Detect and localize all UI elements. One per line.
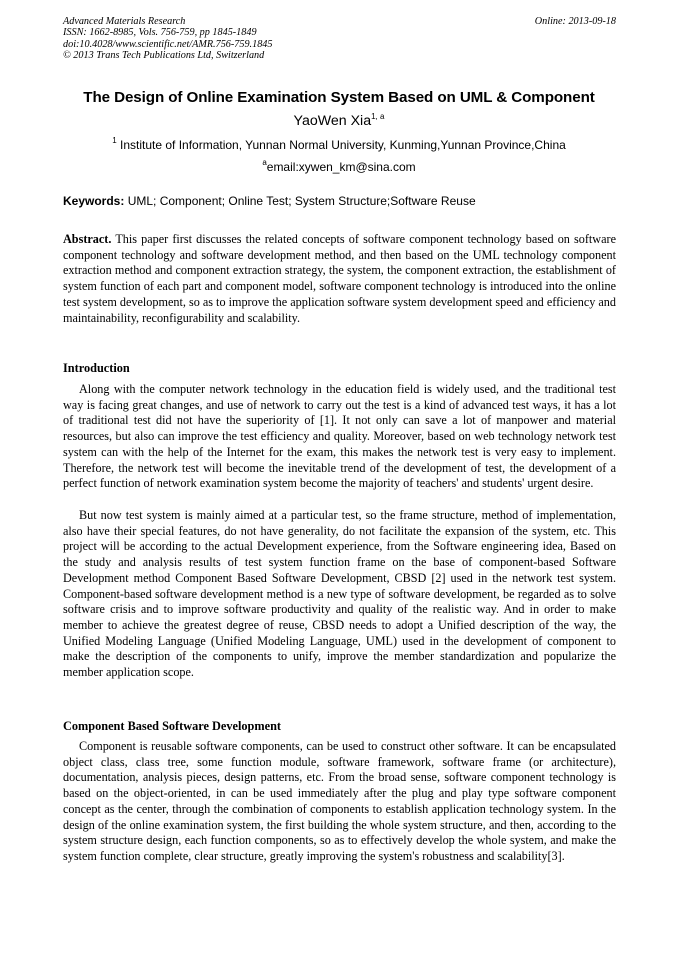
keywords-label: Keywords: — [63, 194, 125, 208]
abstract-text: This paper first discusses the related concepts of software component technology based on software component technology and software development method, and then based on the UML technology component extraction method and component extraction strategy, the system, the component extraction, the establishment of system function of each part and component model, software component technology is introduced into the online test system development, so as to improve the application software system development speed and efficiency and maintainability, reconfigurability and scalability. — [63, 232, 616, 325]
journal-name: Advanced Materials Research — [63, 16, 186, 27]
paper-title: The Design of Online Examination System Based on UML & Component — [83, 89, 595, 106]
author-name: YaoWen Xia — [293, 113, 372, 129]
publication-header — [63, 16, 616, 61]
abstract-label: Abstract. — [63, 232, 112, 246]
email-line — [0, 160, 678, 174]
keywords-text: UML; Component; Online Test; System Structure;Software Reuse — [124, 194, 476, 208]
keywords-line — [63, 194, 616, 208]
issn-line: ISSN: 1662-8985, Vols. 756-759, pp 1845-1849 — [63, 27, 257, 39]
introduction-paragraph-2: But now test system is mainly aimed at a particular test, so the frame structure, method of implementation, also have their special features, do not have generality, do not facilitate the expansion of the system, etc. This project will be according to the actual Development experience, from the Software engineering idea, Based on the study and analysis results of test system function frame on the base of component-based Software Development method Component Based Software Development, CBSD [2] used in the network test system. Component-based software development method is a new type of software development, be regarded as to solve software crisis and to improve software productivity and quality of the realistic way. And in order to make member to achieve the greatest degree of reuse, CBSD needs to adopt a Unified description of the way, the Unified Modeling Language (Unified Modeling Language, UML) used in the development of component to make the description of the components to unify, improve the member standardization and popularize the member application scope. — [63, 508, 616, 680]
online-date: Online: 2013-09-18 — [534, 16, 616, 27]
doi-line: doi:10.4028/www.scientific.net/AMR.756-759.1845 — [63, 38, 273, 50]
affiliation-line — [0, 138, 678, 152]
cbsd-paragraph-1: Component is reusable software components, can be used to construct other software. It can be encapsulated object class, class tree, some function module, software framework, software frame (or architecture), documentation, analysis pieces, design patterns, etc. From the broad sense, software component technology is based on the object-oriented, in can be used immediately after the plug and play type software component concept as the center, through the combination of components to establish application technology system. In the design of the online examination system, the first building the whole system structure, and then, according to the system structure design, each function components, so as to effectively develop the whole system, and make the system function complete, clear structure, greatly improving the system's robustness and scalability[3]. — [63, 739, 616, 863]
section-heading-introduction: Introduction — [63, 361, 130, 375]
copyright-line: © 2013 Trans Tech Publications Ltd, Switzerland — [63, 49, 265, 61]
introduction-paragraph-1: Along with the computer network technology in the education field is widely used, and the traditional test way is facing great changes, and use of network to carry out the test is a kind of advanced test ways, it has a lot of traditional test did not have the superiority of [1]. It not only can save a lot of manpower and material resources, but also can improve the test efficiency and quality. Moreover, based on web technology network test system can with the help of the Internet for the exam, this makes the network test is very easy to implement. Therefore, the network test will become the inevitable trend of the development of test, the development of a perfect function of network examination system become the majority of teachers' and students' urgent desire. — [63, 382, 616, 491]
email-superscript: a — [262, 158, 267, 167]
abstract-paragraph — [63, 232, 616, 326]
email-text: email:xywen_km@sina.com — [266, 160, 416, 174]
affiliation-superscript: 1 — [112, 136, 117, 145]
section-heading-cbsd: Component Based Software Development — [63, 719, 282, 733]
author-line — [0, 113, 678, 129]
author-superscript: 1, a — [371, 112, 385, 121]
affiliation-text: Institute of Information, Yunnan Normal University, Kunming,Yunnan Province,China — [116, 138, 566, 152]
